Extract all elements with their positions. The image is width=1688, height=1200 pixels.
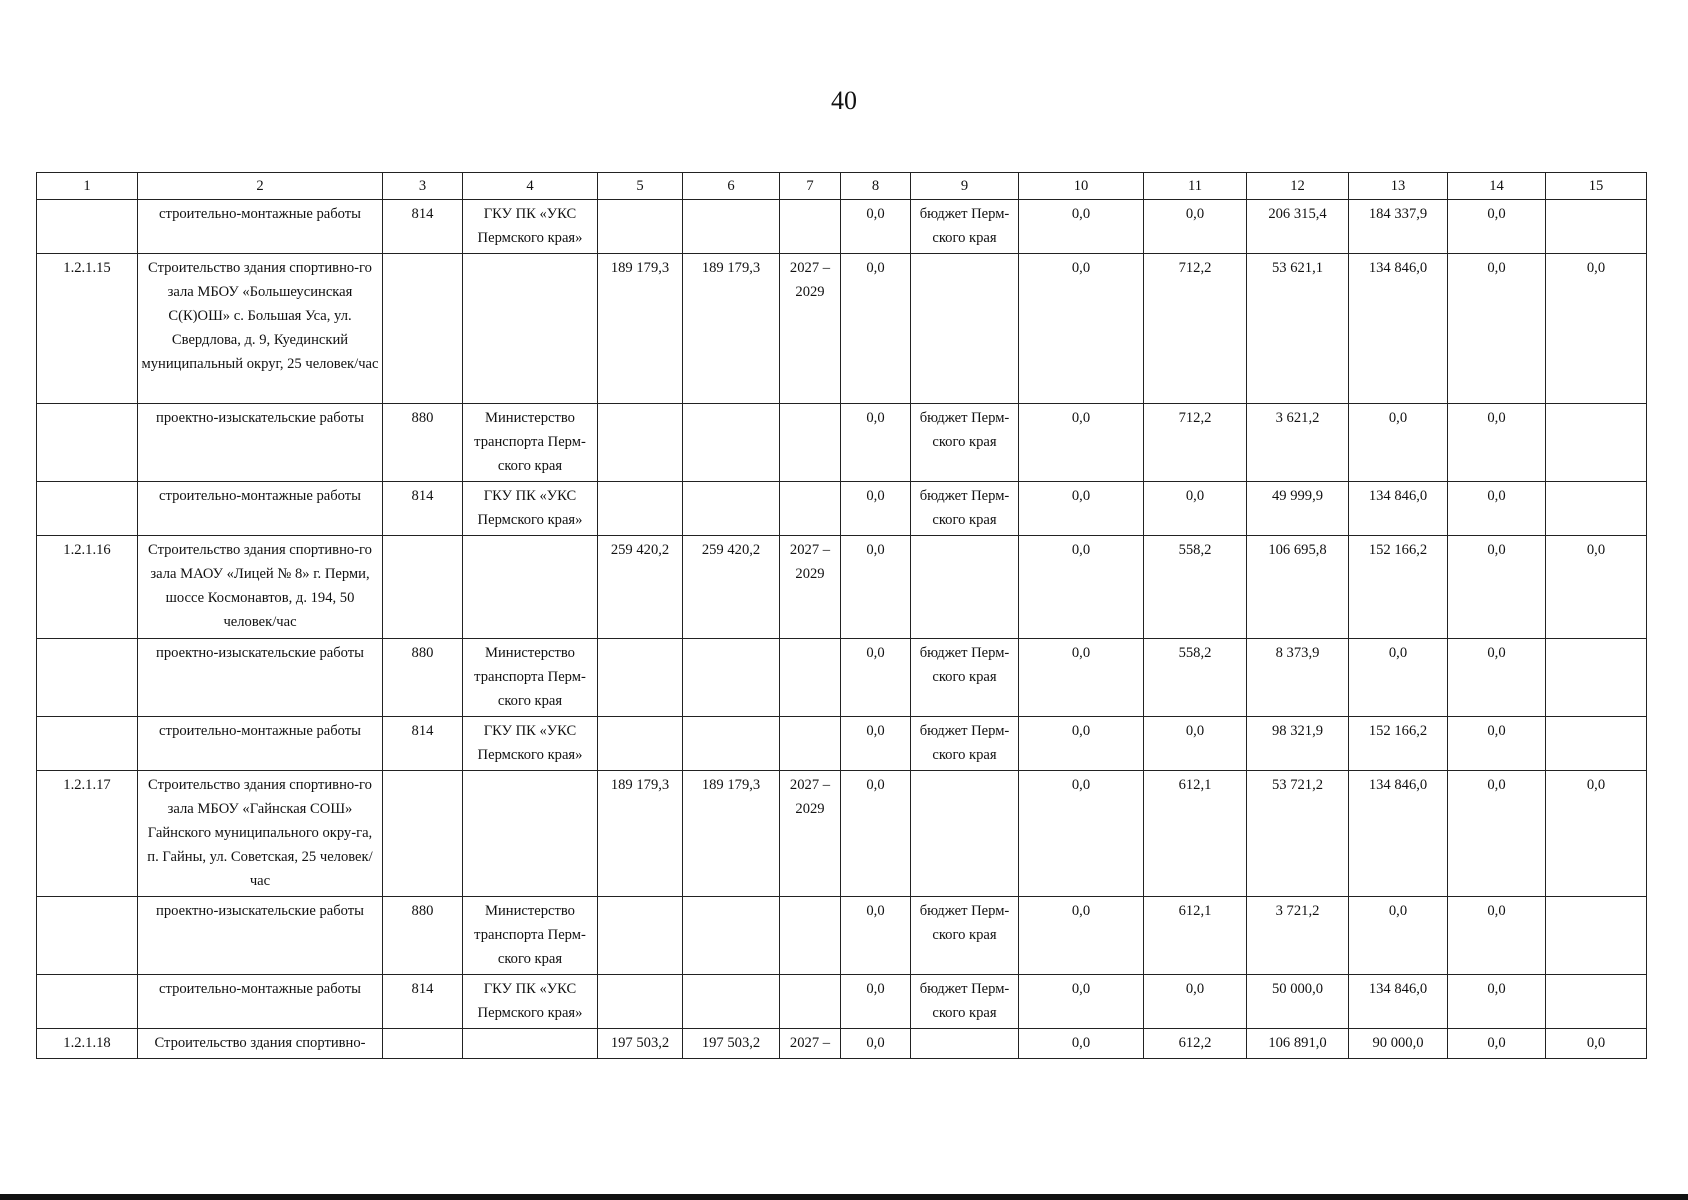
col-13-cell: 152 166,2 <box>1349 717 1448 771</box>
col-code-cell: 880 <box>383 404 463 482</box>
col-12-cell: 3 621,2 <box>1247 404 1349 482</box>
col-period-cell <box>780 897 841 975</box>
table-row <box>37 482 1647 536</box>
col-source-cell <box>911 254 1019 404</box>
col-11-cell: 558,2 <box>1144 639 1247 717</box>
col-15-cell: 0,0 <box>1546 1029 1647 1059</box>
col-number-cell <box>37 200 138 254</box>
col-name-cell: строительно-монтажные работы <box>138 482 383 536</box>
col-6-cell <box>683 975 780 1029</box>
col-11-cell: 612,1 <box>1144 897 1247 975</box>
col-code-cell: 814 <box>383 975 463 1029</box>
col-13-cell: 134 846,0 <box>1349 254 1448 404</box>
col-name-cell: Строительство здания спортивно-го зала МБОУ «Большеусинская С(К)ОШ» с. Большая Уса, ул. Свердлова, д. 9, Куединский муниципальный округ, 25 человек/час <box>138 254 383 404</box>
col-12-cell: 106 695,8 <box>1247 536 1349 639</box>
col-code-cell <box>383 536 463 639</box>
col-13-cell: 134 846,0 <box>1349 482 1448 536</box>
col-6-cell <box>683 200 780 254</box>
col-6-cell <box>683 404 780 482</box>
col-14-cell: 0,0 <box>1448 975 1546 1029</box>
col-name-cell: проектно-изыскательские работы <box>138 639 383 717</box>
col-15-cell <box>1546 639 1647 717</box>
col-number-cell <box>37 717 138 771</box>
col-executor-cell <box>463 254 598 404</box>
col-code-cell: 880 <box>383 897 463 975</box>
col-6-cell: 197 503,2 <box>683 1029 780 1059</box>
table-row <box>37 254 1647 404</box>
col-10-cell: 0,0 <box>1019 975 1144 1029</box>
col-8-cell: 0,0 <box>841 200 911 254</box>
header-cell-15: 15 <box>1546 173 1647 200</box>
col-executor-cell: ГКУ ПК «УКС Пермского края» <box>463 200 598 254</box>
col-period-cell: 2027 – 2029 <box>780 771 841 897</box>
col-number-cell <box>37 975 138 1029</box>
col-period-cell <box>780 639 841 717</box>
col-11-cell: 712,2 <box>1144 254 1247 404</box>
col-8-cell: 0,0 <box>841 536 911 639</box>
col-code-cell: 814 <box>383 200 463 254</box>
col-code-cell: 814 <box>383 482 463 536</box>
header-cell-10: 10 <box>1019 173 1144 200</box>
col-name-cell: строительно-монтажные работы <box>138 717 383 771</box>
header-cell-4: 4 <box>463 173 598 200</box>
col-name-cell: проектно-изыскательские работы <box>138 404 383 482</box>
header-cell-11: 11 <box>1144 173 1247 200</box>
col-executor-cell: Министерство транспорта Перм-ского края <box>463 897 598 975</box>
col-14-cell: 0,0 <box>1448 536 1546 639</box>
col-name-cell: Строительство здания спортивно- <box>138 1029 383 1059</box>
col-14-cell: 0,0 <box>1448 717 1546 771</box>
col-number-cell: 1.2.1.17 <box>37 771 138 897</box>
page-number: 40 <box>831 86 857 115</box>
col-executor-cell <box>463 536 598 639</box>
col-12-cell: 98 321,9 <box>1247 717 1349 771</box>
col-6-cell <box>683 482 780 536</box>
col-15-cell: 0,0 <box>1546 254 1647 404</box>
col-executor-cell <box>463 1029 598 1059</box>
col-15-cell <box>1546 404 1647 482</box>
col-executor-cell <box>463 771 598 897</box>
table-row <box>37 1029 1647 1059</box>
col-5-cell: 259 420,2 <box>598 536 683 639</box>
col-number-cell: 1.2.1.15 <box>37 254 138 404</box>
col-15-cell <box>1546 897 1647 975</box>
col-number-cell <box>37 404 138 482</box>
col-15-cell <box>1546 717 1647 771</box>
col-14-cell: 0,0 <box>1448 482 1546 536</box>
col-executor-cell: Министерство транспорта Перм-ского края <box>463 404 598 482</box>
col-12-cell: 53 721,2 <box>1247 771 1349 897</box>
col-name-cell: строительно-монтажные работы <box>138 200 383 254</box>
col-5-cell <box>598 482 683 536</box>
col-period-cell: 2027 – <box>780 1029 841 1059</box>
col-8-cell: 0,0 <box>841 975 911 1029</box>
col-8-cell: 0,0 <box>841 897 911 975</box>
col-11-cell: 0,0 <box>1144 200 1247 254</box>
col-8-cell: 0,0 <box>841 254 911 404</box>
col-8-cell: 0,0 <box>841 639 911 717</box>
table-row <box>37 975 1647 1029</box>
col-15-cell <box>1546 200 1647 254</box>
col-14-cell: 0,0 <box>1448 897 1546 975</box>
col-10-cell: 0,0 <box>1019 897 1144 975</box>
col-10-cell: 0,0 <box>1019 482 1144 536</box>
col-number-cell <box>37 639 138 717</box>
col-5-cell: 189 179,3 <box>598 254 683 404</box>
col-8-cell: 0,0 <box>841 717 911 771</box>
col-name-cell: строительно-монтажные работы <box>138 975 383 1029</box>
col-source-cell <box>911 536 1019 639</box>
col-13-cell: 0,0 <box>1349 639 1448 717</box>
col-13-cell: 0,0 <box>1349 404 1448 482</box>
col-14-cell: 0,0 <box>1448 771 1546 897</box>
col-12-cell: 49 999,9 <box>1247 482 1349 536</box>
col-8-cell: 0,0 <box>841 1029 911 1059</box>
header-cell-7: 7 <box>780 173 841 200</box>
col-code-cell <box>383 1029 463 1059</box>
col-5-cell: 189 179,3 <box>598 771 683 897</box>
col-13-cell: 90 000,0 <box>1349 1029 1448 1059</box>
col-11-cell: 612,1 <box>1144 771 1247 897</box>
col-13-cell: 134 846,0 <box>1349 975 1448 1029</box>
col-source-cell: бюджет Перм-ского края <box>911 482 1019 536</box>
table-row <box>37 897 1647 975</box>
col-name-cell: Строительство здания спортивно-го зала МБОУ «Гайнская СОШ» Гайнского муниципального окру-га, п. Гайны, ул. Советская, 25 человек/час <box>138 771 383 897</box>
col-12-cell: 106 891,0 <box>1247 1029 1349 1059</box>
col-13-cell: 184 337,9 <box>1349 200 1448 254</box>
col-6-cell: 259 420,2 <box>683 536 780 639</box>
col-6-cell: 189 179,3 <box>683 254 780 404</box>
table-row <box>37 536 1647 639</box>
col-executor-cell: ГКУ ПК «УКС Пермского края» <box>463 482 598 536</box>
table-row <box>37 404 1647 482</box>
col-period-cell <box>780 404 841 482</box>
col-source-cell: бюджет Перм-ского края <box>911 717 1019 771</box>
col-name-cell: Строительство здания спортивно-го зала МАОУ «Лицей № 8» г. Перми, шоссе Космонавтов, д. 194, 50 человек/час <box>138 536 383 639</box>
col-13-cell: 0,0 <box>1349 897 1448 975</box>
scan-bottom-edge <box>0 1194 1688 1200</box>
col-code-cell <box>383 254 463 404</box>
col-15-cell: 0,0 <box>1546 536 1647 639</box>
header-cell-6: 6 <box>683 173 780 200</box>
col-number-cell: 1.2.1.18 <box>37 1029 138 1059</box>
col-14-cell: 0,0 <box>1448 404 1546 482</box>
col-period-cell <box>780 482 841 536</box>
col-source-cell: бюджет Перм-ского края <box>911 200 1019 254</box>
col-number-cell <box>37 482 138 536</box>
col-6-cell: 189 179,3 <box>683 771 780 897</box>
col-source-cell <box>911 1029 1019 1059</box>
col-10-cell: 0,0 <box>1019 254 1144 404</box>
col-5-cell <box>598 897 683 975</box>
col-5-cell <box>598 200 683 254</box>
col-10-cell: 0,0 <box>1019 1029 1144 1059</box>
col-12-cell: 53 621,1 <box>1247 254 1349 404</box>
col-number-cell <box>37 897 138 975</box>
col-14-cell: 0,0 <box>1448 639 1546 717</box>
col-source-cell <box>911 771 1019 897</box>
col-8-cell: 0,0 <box>841 771 911 897</box>
col-12-cell: 206 315,4 <box>1247 200 1349 254</box>
header-cell-8: 8 <box>841 173 911 200</box>
col-11-cell: 0,0 <box>1144 975 1247 1029</box>
col-10-cell: 0,0 <box>1019 771 1144 897</box>
col-14-cell: 0,0 <box>1448 1029 1546 1059</box>
col-code-cell: 880 <box>383 639 463 717</box>
table-row <box>37 639 1647 717</box>
col-period-cell: 2027 – 2029 <box>780 536 841 639</box>
col-11-cell: 0,0 <box>1144 482 1247 536</box>
col-source-cell: бюджет Перм-ского края <box>911 639 1019 717</box>
col-14-cell: 0,0 <box>1448 254 1546 404</box>
col-name-cell: проектно-изыскательские работы <box>138 897 383 975</box>
col-14-cell: 0,0 <box>1448 200 1546 254</box>
header-cell-2: 2 <box>138 173 383 200</box>
header-cell-14: 14 <box>1448 173 1546 200</box>
table-header-row <box>37 173 1647 200</box>
col-10-cell: 0,0 <box>1019 404 1144 482</box>
col-executor-cell: ГКУ ПК «УКС Пермского края» <box>463 717 598 771</box>
col-6-cell <box>683 717 780 771</box>
col-13-cell: 152 166,2 <box>1349 536 1448 639</box>
col-12-cell: 8 373,9 <box>1247 639 1349 717</box>
col-6-cell <box>683 897 780 975</box>
header-cell-12: 12 <box>1247 173 1349 200</box>
col-source-cell: бюджет Перм-ского края <box>911 404 1019 482</box>
col-period-cell <box>780 717 841 771</box>
col-15-cell: 0,0 <box>1546 771 1647 897</box>
col-5-cell <box>598 975 683 1029</box>
col-12-cell: 3 721,2 <box>1247 897 1349 975</box>
col-code-cell <box>383 771 463 897</box>
header-cell-3: 3 <box>383 173 463 200</box>
col-15-cell <box>1546 975 1647 1029</box>
col-code-cell: 814 <box>383 717 463 771</box>
col-5-cell <box>598 639 683 717</box>
col-executor-cell: ГКУ ПК «УКС Пермского края» <box>463 975 598 1029</box>
table-row <box>37 717 1647 771</box>
table-row <box>37 771 1647 897</box>
col-15-cell <box>1546 482 1647 536</box>
header-cell-9: 9 <box>911 173 1019 200</box>
col-6-cell <box>683 639 780 717</box>
col-source-cell: бюджет Перм-ского края <box>911 897 1019 975</box>
col-8-cell: 0,0 <box>841 404 911 482</box>
col-11-cell: 712,2 <box>1144 404 1247 482</box>
col-number-cell: 1.2.1.16 <box>37 536 138 639</box>
header-cell-1: 1 <box>37 173 138 200</box>
col-10-cell: 0,0 <box>1019 717 1144 771</box>
col-5-cell <box>598 717 683 771</box>
col-period-cell: 2027 – 2029 <box>780 254 841 404</box>
header-cell-13: 13 <box>1349 173 1448 200</box>
col-5-cell <box>598 404 683 482</box>
col-10-cell: 0,0 <box>1019 536 1144 639</box>
col-8-cell: 0,0 <box>841 482 911 536</box>
table-row <box>37 200 1647 254</box>
col-12-cell: 50 000,0 <box>1247 975 1349 1029</box>
col-11-cell: 612,2 <box>1144 1029 1247 1059</box>
col-source-cell: бюджет Перм-ского края <box>911 975 1019 1029</box>
col-13-cell: 134 846,0 <box>1349 771 1448 897</box>
col-11-cell: 0,0 <box>1144 717 1247 771</box>
col-10-cell: 0,0 <box>1019 639 1144 717</box>
col-period-cell <box>780 200 841 254</box>
header-cell-5: 5 <box>598 173 683 200</box>
col-5-cell: 197 503,2 <box>598 1029 683 1059</box>
col-executor-cell: Министерство транспорта Перм-ского края <box>463 639 598 717</box>
budget-table <box>36 172 1647 1059</box>
col-11-cell: 558,2 <box>1144 536 1247 639</box>
col-period-cell <box>780 975 841 1029</box>
col-10-cell: 0,0 <box>1019 200 1144 254</box>
